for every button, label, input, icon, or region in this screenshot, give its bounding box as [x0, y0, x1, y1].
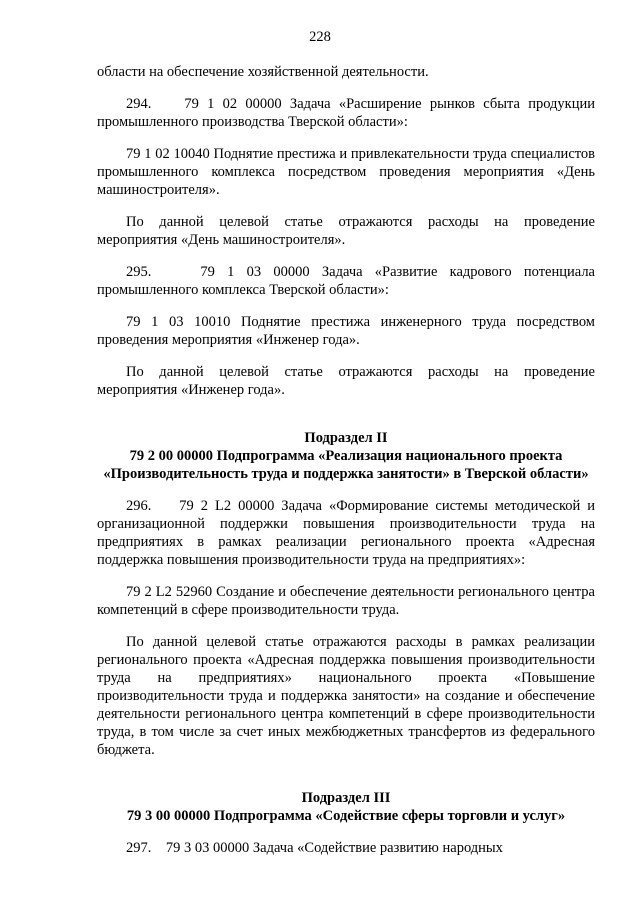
- paragraph-expense-note: По данной целевой статье отражаются расходы на проведение мероприятия «Инженер года».: [97, 364, 595, 398]
- paragraph-article-79-2-l2-52960: 79 2 L2 52960 Создание и обеспечение деятельности регионального центра компетенций в сфере производительности труда.: [97, 584, 595, 618]
- paragraph: области на обеспечение хозяйственной деятельности.: [97, 64, 429, 80]
- subsection-title: 79 2 00 00000 Подпрограмма «Реализация национального проекта «Производительность труда и поддержка занятости» в Тверской области»: [103, 448, 589, 482]
- subsection-heading-3: [97, 789, 595, 825]
- page-number: 228: [309, 29, 331, 45]
- paragraph-expense-note: По данной целевой статье отражаются расходы в рамках реализации регионального проекта «Адресная поддержка повышения производительности труда на предприятиях» национального проекта «Повышение производительности труда и поддержка занятости» на создание и обеспечение деятельности регионального центра компетенций в сфере производительности труда, в том числе за счет иных межбюджетных трансфертов из федерального бюджета.: [97, 634, 595, 758]
- subsection-title: 79 3 00 00000 Подпрограмма «Содействие сферы торговли и услуг»: [126, 808, 566, 824]
- subsection-heading-2: [97, 429, 595, 483]
- subsection-label: Подраздел II: [304, 430, 388, 446]
- paragraph-article-79-1-02-10040: 79 1 02 10040 Поднятие престижа и привлекательности труда специалистов промышленного комплекса посредством проведения мероприятия «День машиностроителя».: [97, 146, 595, 198]
- paragraph-article-79-1-03-10010: 79 1 03 10010 Поднятие престижа инженерного труда посредством проведения мероприятия «Инженер года».: [97, 314, 595, 348]
- paragraph-task-295: 295. 79 1 03 00000 Задача «Развитие кадрового потенциала промышленного комплекса Тверской области»:: [97, 264, 595, 298]
- paragraph-task-294: 294. 79 1 02 00000 Задача «Расширение рынков сбыта продукции промышленного производства Тверской области»:: [97, 96, 595, 130]
- paragraph-task-296: 296. 79 2 L2 00000 Задача «Формирование системы методической и организационной поддержки повышения производительности труда на предприятиях в рамках реализации регионального проекта «Адресная поддержка повышения производительности труда на предприятиях»:: [97, 498, 595, 568]
- paragraph-task-297: 297. 79 3 03 00000 Задача «Содействие развитию народных: [126, 840, 503, 856]
- paragraph-expense-note: По данной целевой статье отражаются расходы на проведение мероприятия «День машиностроителя».: [97, 214, 595, 248]
- subsection-label: Подраздел III: [301, 790, 391, 806]
- document-body: [97, 63, 595, 857]
